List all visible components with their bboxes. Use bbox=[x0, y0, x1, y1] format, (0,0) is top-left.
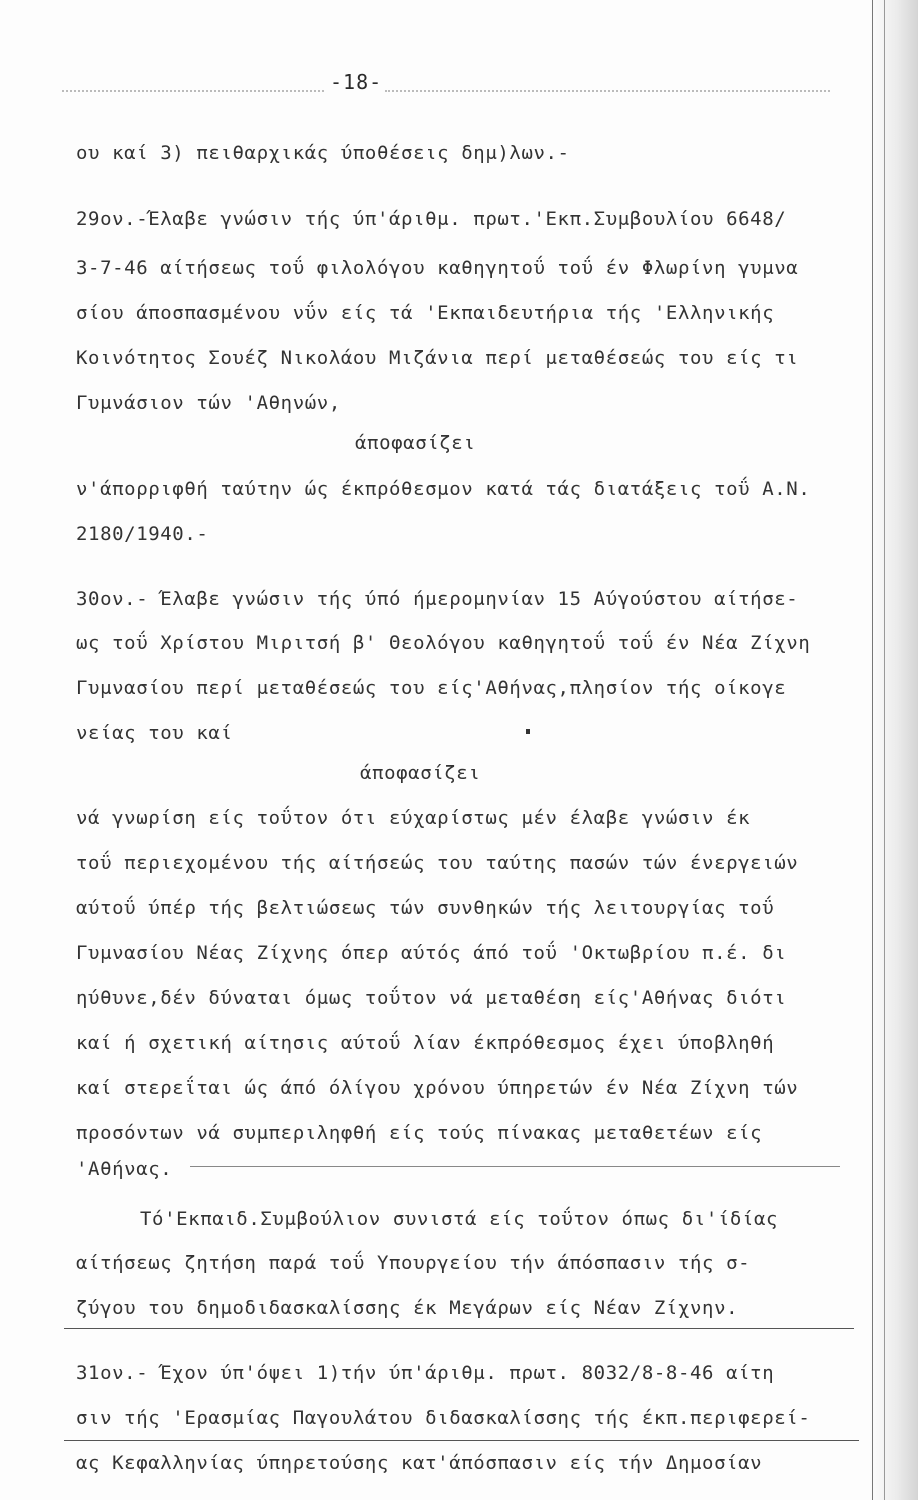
text-line: Γυμνασίου Νέας Ζίχνης όπερ αύτός άπό τοΰ 'Οκτωβρίου π.έ. δι bbox=[76, 942, 787, 964]
edge-line bbox=[872, 0, 873, 1500]
header-dots-right bbox=[385, 90, 830, 92]
text-line: νείας του καί bbox=[76, 722, 233, 744]
text-line: αύτοΰ ύπέρ τής βελτιώσεως τών συνθηκών τής λειτουργίας τοΰ bbox=[76, 897, 775, 919]
text-line: 3-7-46 αίτήσεως τοΰ φιλολόγου καθηγητοΰ τοΰ έν Φλωρίνη γυμνα bbox=[76, 257, 799, 279]
text-line: προσόντων νά συμπεριληφθή είς τούς πίνακας μεταθετέων είς bbox=[76, 1122, 763, 1144]
separator-line bbox=[64, 1328, 854, 1329]
header-dots-left bbox=[62, 90, 324, 92]
text-line: Κοινότητος Σουέζ Νικολάου Μιζάνια περί μεταθέσεώς του είς τι bbox=[76, 347, 799, 369]
text-line: τοΰ περιεχομένου τής αίτήσεώς του ταύτης πασών τών ένεργειών bbox=[76, 852, 799, 874]
text-line: σιν τής 'Ερασμίας Παγουλάτου διδασκαλίσσης τής έκπ.περιφερεί- bbox=[76, 1407, 811, 1429]
ink-mark bbox=[526, 729, 530, 734]
text-line: αίτήσεως ζητήση παρά τοΰ Υπουργείου τήν άπόσπασιν τής σ- bbox=[76, 1252, 751, 1274]
text-line: 30ον.- Έλαβε γνώσιν τής ύπό ήμερομηνίαν 15 Αύγούστου αίτήσε- bbox=[76, 588, 799, 610]
text-line: Γυμνασίου περί μεταθέσεώς του είς'Αθήνας,πλησίον τής οίκογε bbox=[76, 677, 787, 699]
text-line: ως τοΰ Χρίστου Μιριτσή β' Θεολόγου καθηγητοΰ τοΰ έν Νέα Ζίχνη bbox=[76, 632, 811, 654]
text-line: ν'άπορριφθή ταύτην ώς έκπρόθεσμον κατά τάς διατάξεις τοΰ Α.Ν. bbox=[76, 478, 811, 500]
text-line: 2180/1940.- bbox=[76, 523, 209, 545]
page-number: -18- bbox=[330, 70, 383, 94]
decision-heading: άποφασίζει bbox=[360, 762, 481, 784]
separator-line bbox=[64, 1440, 859, 1441]
text-line: Τό'Εκπαιδ.Συμβούλιον συνιστά είς τοΰτον όπως δι'ίδίας bbox=[140, 1208, 779, 1230]
text-line: ηύθυνε,δέν δύναται όμως τοΰτον νά μεταθέση είς'Αθήνας διότι bbox=[76, 987, 787, 1009]
text-line: καί στερεΐται ώς άπό όλίγου χρόνου ύπηρετών έν Νέα Ζίχνη τών bbox=[76, 1077, 799, 1099]
text-line: 29ον.-Έλαβε γνώσιν τής ύπ'άριθμ. πρωτ.'Εκπ.Συμβουλίου 6648/ bbox=[76, 208, 787, 230]
decision-heading: άπoφασίζει bbox=[355, 432, 476, 454]
text-line: καί ή σχετική αίτησις αύτοΰ λίαν έκπρόθεσμος έχει ύποβληθή bbox=[76, 1032, 775, 1054]
text-line: σίου άποσπασμένου νΰν είς τά 'Εκπαιδευτήρια τής 'Ελληνικής bbox=[76, 302, 775, 324]
separator-line bbox=[190, 1166, 840, 1167]
edge-line bbox=[884, 0, 885, 1500]
text-line: 'Αθήνας. bbox=[76, 1158, 173, 1180]
text-line: Γυμνάσιον τών 'Αθηνών, bbox=[76, 392, 341, 414]
page-edge-shadow bbox=[870, 0, 918, 1500]
text-line: νά γνωρίση είς τοΰτον ότι εύχαρίστως μέν έλαβε γνώσιν έκ bbox=[76, 807, 751, 829]
text-line: ας Κεφαλληνίας ύπηρετούσης κατ'άπόσπασιν είς τήν Δημοσίαν bbox=[76, 1452, 763, 1474]
text-line: ζύγου του δημοδιδασκαλίσσης έκ Μεγάρων είς Νέαν Ζίχνην. bbox=[76, 1297, 739, 1319]
text-line: ου καί 3) πειθαρχικάς ύποθέσεις δημ)λων.- bbox=[76, 142, 570, 164]
text-line: 31ον.- Έχον ύπ'όψει 1)τήν ύπ'άριθμ. πρωτ. 8032/8-8-46 αίτη bbox=[76, 1362, 775, 1384]
